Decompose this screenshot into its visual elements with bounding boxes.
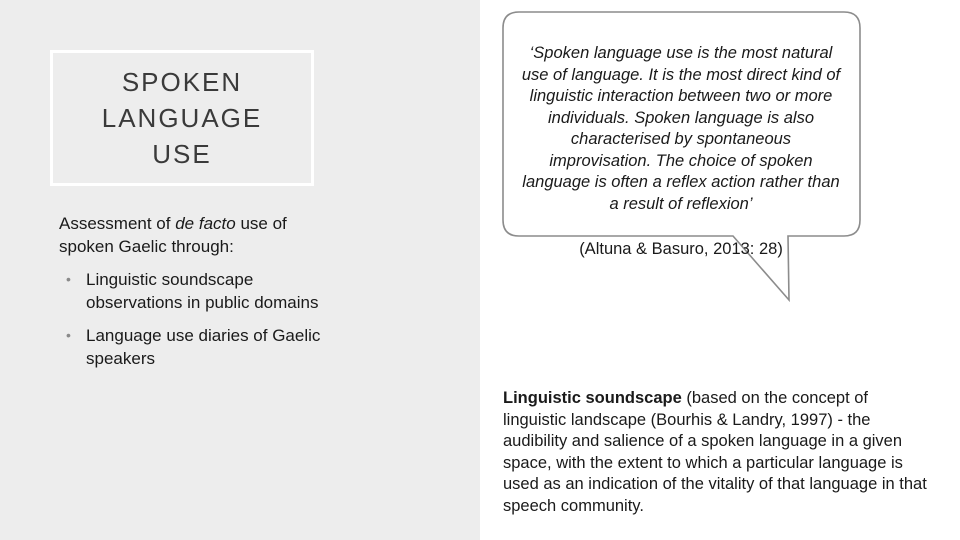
bullet-text: Language use diaries of Gaelic speakers xyxy=(86,326,321,368)
bullet-icon: • xyxy=(66,327,71,343)
quote-citation: (Altuna & Basuro, 2013: 28) xyxy=(579,240,783,258)
intro-prefix: Assessment of xyxy=(59,214,176,233)
intro-suffix: use of spoken Gaelic through: xyxy=(59,214,287,256)
bullet-text: Linguistic soundscape observations in public domains xyxy=(86,270,319,312)
bullet-icon: • xyxy=(66,271,71,287)
intro-emphasis: de facto xyxy=(175,214,236,233)
definition-term: Linguistic soundscape xyxy=(503,389,682,407)
definition-text xyxy=(503,388,935,517)
definition-body: (based on the concept of linguistic landscape (Bourhis & Landry, 1997) - the audibility and salience of a spoken language in a given space, with the extent to which a particular language is used as an indication of the vitality of that language in that speech community. xyxy=(503,389,927,515)
slide-title: SPOKEN LANGUAGE USE xyxy=(101,67,263,169)
quote-text: ‘Spoken language use is the most natural use of language. It is the most direct kind of linguistic interaction between two or more individuals. Spoken language is also characterised by spontaneous improvisation. The choice of spoken language is often a reflex action rather than a result of reflexion’ xyxy=(521,44,841,213)
